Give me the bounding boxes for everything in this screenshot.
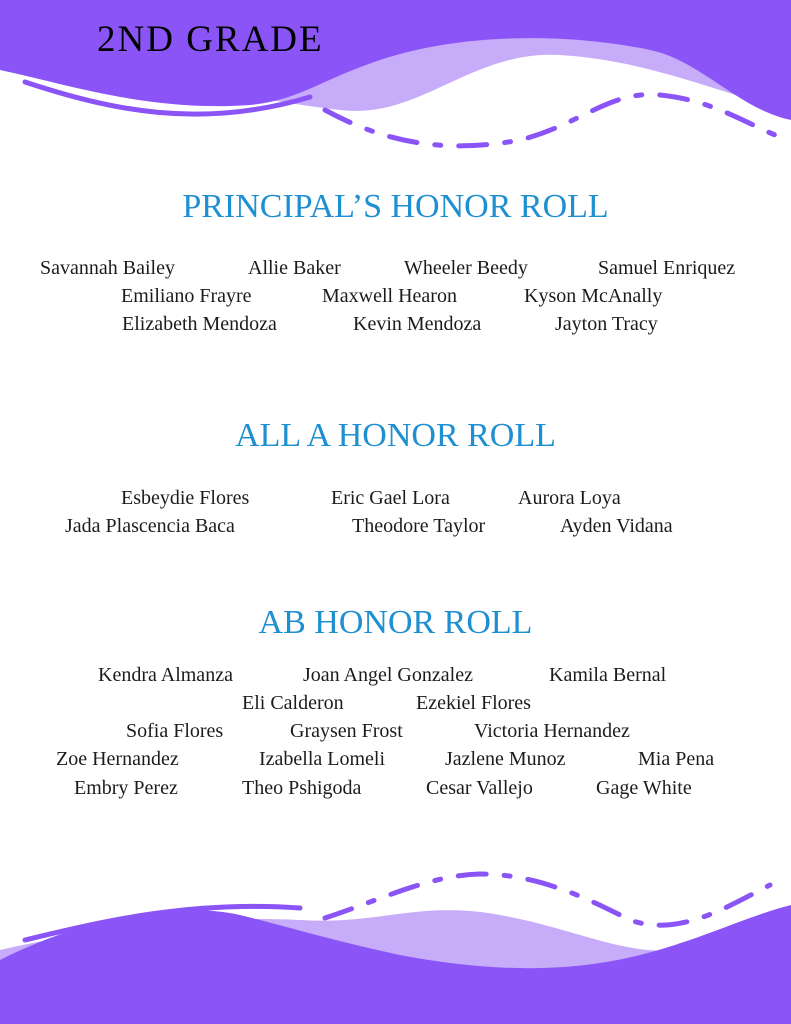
name-row: [0, 662, 791, 688]
student-name: Kamila Bernal: [549, 664, 667, 686]
name-row: [0, 255, 791, 281]
bottom-wave-decoration: [0, 860, 791, 1024]
student-name: Eric Gael Lora: [331, 487, 450, 509]
student-name: Savannah Bailey: [40, 257, 175, 279]
name-row: [0, 283, 791, 309]
name-row: [0, 485, 791, 511]
student-name: Gage White: [596, 777, 692, 799]
student-name: Elizabeth Mendoza: [122, 313, 277, 335]
name-row: [0, 311, 791, 337]
student-name: Theodore Taylor: [352, 515, 486, 537]
student-name: Kevin Mendoza: [353, 313, 482, 335]
student-name: Theo Pshigoda: [242, 777, 362, 799]
student-name: Ayden Vidana: [560, 515, 673, 537]
name-row: [0, 513, 791, 539]
name-row: [0, 746, 791, 772]
name-row: [0, 775, 791, 801]
student-name: Sofia Flores: [126, 720, 224, 742]
student-name: Mia Pena: [638, 748, 715, 770]
student-name: Allie Baker: [248, 257, 341, 279]
student-name: Samuel Enriquez: [598, 257, 736, 279]
student-name: Izabella Lomeli: [259, 748, 386, 770]
student-name: Kendra Almanza: [98, 664, 233, 686]
student-name: Esbeydie Flores: [121, 487, 250, 509]
all-a-honor-roll-title: ALL A HONOR ROLL: [235, 417, 556, 454]
ab-honor-roll-title: AB HONOR ROLL: [258, 604, 533, 641]
student-name: Maxwell Hearon: [322, 285, 457, 307]
name-row: [0, 690, 791, 716]
student-name: Ezekiel Flores: [416, 692, 531, 714]
student-name: Aurora Loya: [518, 487, 621, 509]
grade-title: 2ND GRADE: [97, 19, 324, 60]
student-name: Zoe Hernandez: [56, 748, 179, 770]
student-name: Emiliano Frayre: [121, 285, 252, 307]
student-name: Joan Angel Gonzalez: [303, 664, 473, 686]
student-name: Kyson McAnally: [524, 285, 663, 307]
student-name: Victoria Hernandez: [474, 720, 630, 742]
student-name: Jada Plascencia Baca: [65, 515, 235, 537]
student-name: Graysen Frost: [290, 720, 403, 742]
student-name: Wheeler Beedy: [404, 257, 528, 279]
student-name: Embry Perez: [74, 777, 178, 799]
name-row: [0, 718, 791, 744]
student-name: Cesar Vallejo: [426, 777, 533, 799]
student-name: Jazlene Munoz: [445, 748, 566, 770]
student-name: Eli Calderon: [242, 692, 344, 714]
student-name: Jayton Tracy: [555, 313, 658, 335]
principals-honor-roll-title: PRINCIPAL’S HONOR ROLL: [182, 188, 609, 225]
